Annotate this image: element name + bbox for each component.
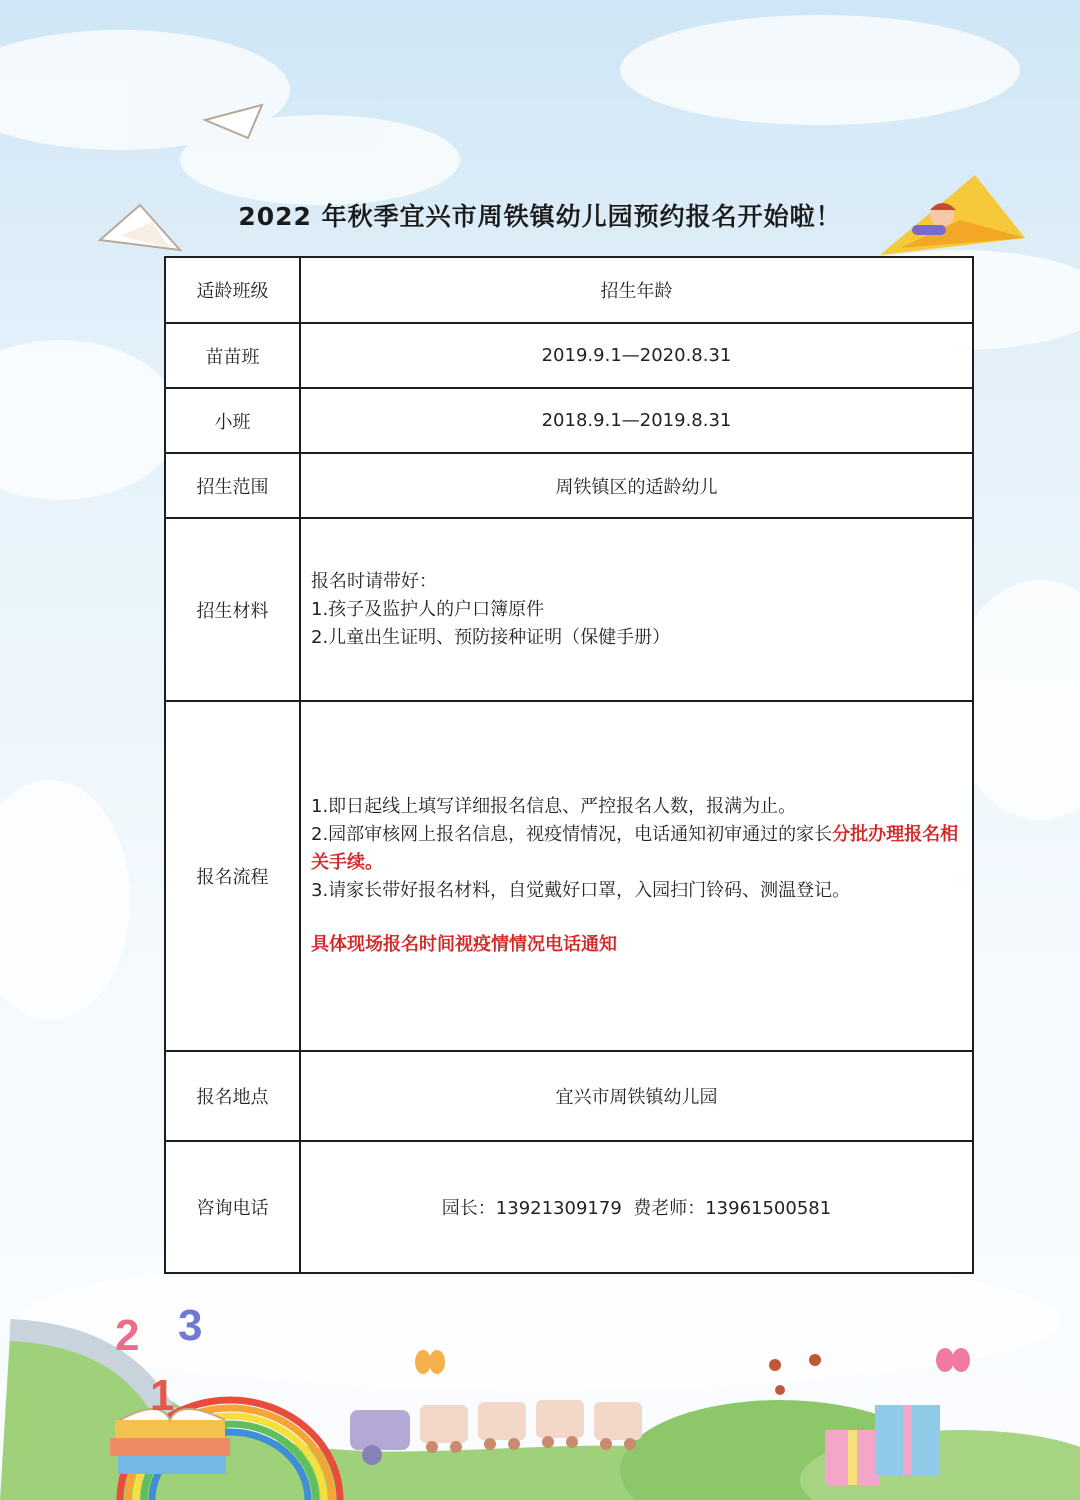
table-row [165,518,973,701]
table-row [165,388,973,453]
materials-line: 2.儿童出生证明、预防接种证明（保健手册） [311,626,671,648]
xiaoban-label: 小班 [165,388,300,453]
table-row [165,1051,973,1141]
location-value: 宜兴市周铁镇幼儿园 [300,1051,973,1141]
table-row [165,1141,973,1273]
miaomiao-label: 苗苗班 [165,323,300,388]
process-notice: 具体现场报名时间视疫情情况电话通知 [311,934,617,955]
header-value: 招生年龄 [300,257,973,323]
materials-line: 报名时请带好： [311,570,437,592]
table-row [165,323,973,388]
process-step-2-highlight: 分批办理报名相关手续。 [311,824,959,873]
number-2-decor: 2 [115,1311,140,1360]
table-row [165,257,973,323]
xiaoban-age: 2018.9.1—2019.8.31 [300,388,973,453]
scope-label: 招生范围 [165,453,300,518]
number-3-decor: 3 [178,1301,203,1350]
table-row [165,701,973,1051]
page-title: 2022 年秋季宜兴市周铁镇幼儿园预约报名开始啦！ [238,202,842,231]
materials-line: 1.孩子及监护人的户口簿原件 [311,598,545,620]
header-label: 适龄班级 [165,257,300,323]
process-label: 报名流程 [165,701,300,1051]
process-step-1: 1.即日起线上填写详细报名信息、严控报名人数，报满为止。 [311,796,797,817]
phone-label: 咨询电话 [165,1141,300,1273]
materials-value [300,518,973,701]
process-step-2-text: 2.园部审核网上报名信息，视疫情情况，电话通知初审通过的家长 [311,824,833,845]
phone-value: 园长：13921309179 费老师：13961500581 [300,1141,973,1273]
miaomiao-age: 2019.9.1—2020.8.31 [300,323,973,388]
table-row [165,453,973,518]
spacer [311,905,964,931]
enrollment-table [164,256,974,1274]
process-step-3: 3.请家长带好报名材料，自觉戴好口罩，入园扫门铃码、测温登记。 [311,880,851,901]
scope-value: 周铁镇区的适龄幼儿 [300,453,973,518]
process-step-2 [311,821,964,877]
location-label: 报名地点 [165,1051,300,1141]
number-1-decor: 1 [150,1371,175,1420]
process-value [300,701,973,1051]
materials-label: 招生材料 [165,518,300,701]
